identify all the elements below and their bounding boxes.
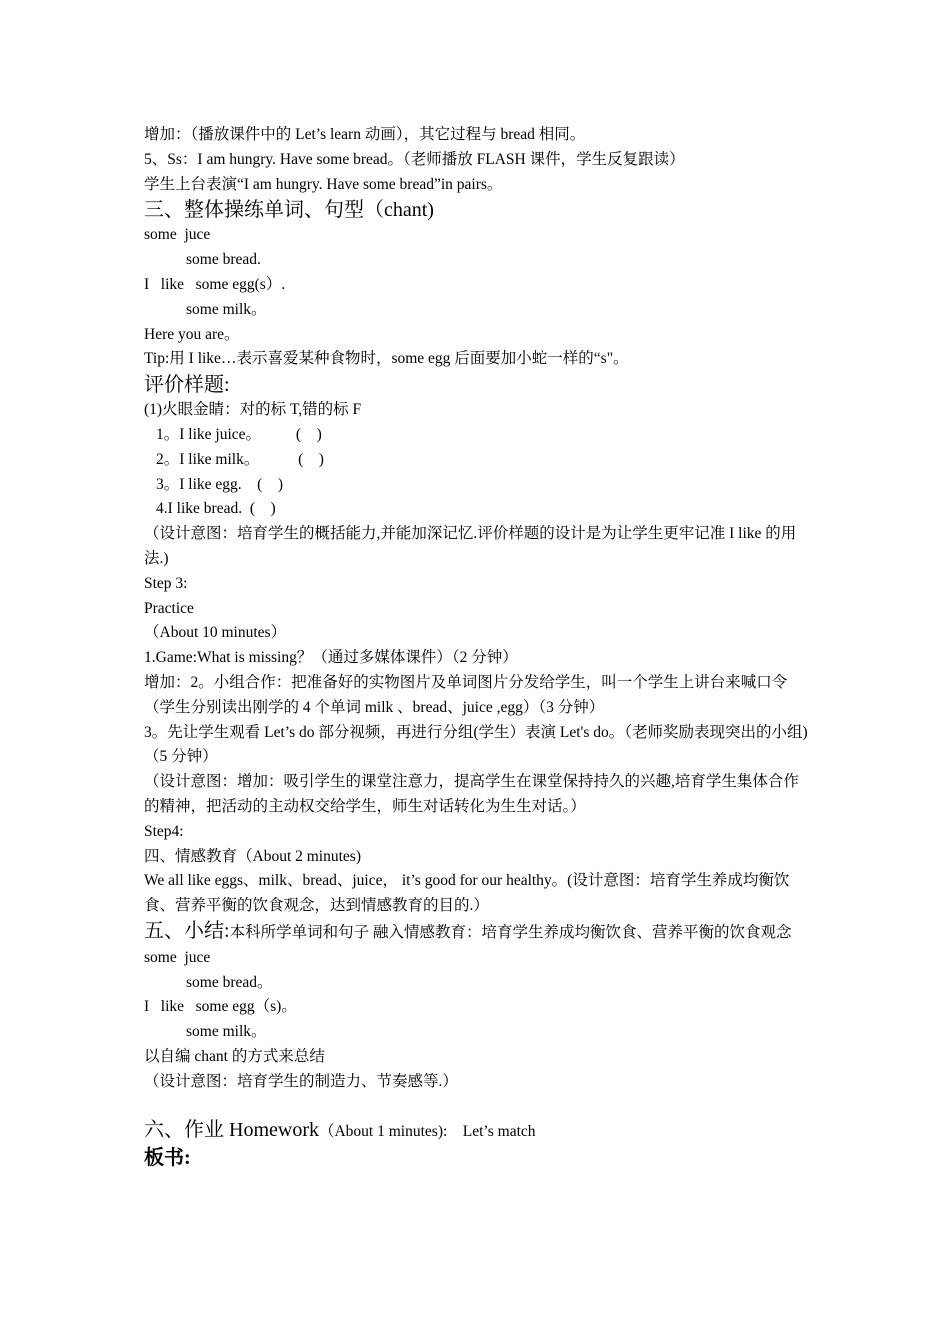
paragraph: We all like eggs、milk、bread、juice， it’s good for our healthy。(设计意图：培育学生养成均衡饮食、营养平衡的饮食观念，达到情感教育的目的.） bbox=[144, 872, 790, 915]
exercise-item: 4.I like bread. ( ) bbox=[156, 500, 276, 518]
text-line: 1.Game:What is missing？（通过多媒体课件）（2 分钟） bbox=[144, 649, 518, 667]
chant-line: I like some egg(s）. bbox=[144, 275, 286, 293]
exercise-instruction: (1)火眼金睛：对的标 T,错的标 F bbox=[144, 401, 362, 419]
text-line: （5 分钟） bbox=[144, 748, 218, 766]
summary-text: 本科所学单词和句子 融入情感教育：培育学生养成均衡饮食、营养平衡的饮食观念 bbox=[229, 923, 792, 941]
exercise-item: 2。I like milk。 ( ) bbox=[156, 450, 324, 468]
chant-line: some bread。 bbox=[186, 973, 273, 991]
chant-line: some juce bbox=[144, 948, 211, 966]
step-label: Step4: bbox=[144, 822, 184, 840]
exercise-item: 1。I like juice。 ( ) bbox=[156, 425, 322, 443]
document-page bbox=[144, 123, 810, 1171]
tip-line: Tip:用 I like…表示喜爱某种食物时，some egg 后面要加小蛇一样的“s"。 bbox=[144, 350, 629, 368]
summary-heading bbox=[144, 919, 810, 946]
step-label: Step 3: bbox=[144, 574, 188, 592]
homework-title: 六、作业 Homework bbox=[144, 1119, 319, 1142]
chant-line: some milk。 bbox=[186, 1023, 267, 1041]
design-intent-paragraph: （设计意图：培育学生的概括能力,并能加深记忆.评价样题的设计是为让学生更牢记准 I like 的用法.) bbox=[144, 525, 797, 567]
chant-line: I like some egg（s)。 bbox=[144, 998, 297, 1016]
text-line: Here you are。 bbox=[144, 325, 240, 343]
text-line: 增加：（播放课件中的 Let’s learn 动画），其它过程与 bread 相同。 bbox=[144, 126, 586, 143]
text-line: 四、情感教育（About 2 minutes) bbox=[144, 847, 361, 865]
paragraph: 3。先让学生观看 Let’s do 部分视频，再进行分组(学生）表演 Let's do。（老师奖励表现突出的小组) bbox=[144, 723, 808, 741]
chant-line: some juce bbox=[144, 226, 211, 244]
text-line: Practice bbox=[144, 599, 194, 617]
chant-line: some milk。 bbox=[186, 300, 267, 318]
paragraph: 增加：2。小组合作：把准备好的实物图片及单词图片分发给学生，叫一个学生上讲台来喊口令（学生分别读出刚学的 4 个单词 milk 、bread、juice ,egg）（3 分钟） bbox=[144, 673, 788, 716]
text-line: （About 10 minutes） bbox=[144, 624, 287, 642]
board-heading: 板书: bbox=[144, 1147, 191, 1170]
homework-heading bbox=[144, 1118, 810, 1145]
section-heading: 三、整体操练单词、句型（chant) bbox=[144, 199, 434, 222]
chant-line: some bread. bbox=[186, 251, 261, 269]
section-heading: 评价样题: bbox=[144, 374, 230, 397]
homework-text: （About 1 minutes): Let’s match bbox=[318, 1123, 536, 1141]
summary-title: 五、小结: bbox=[144, 919, 230, 942]
design-intent-paragraph: （设计意图：增加：吸引学生的课堂注意力，提高学生在课堂保持持久的兴趣,培育学生集体合作的精神，把活动的主动权交给学生，师生对话转化为生生对话。） bbox=[144, 773, 799, 815]
text-line: 以自编 chant 的方式来总结 bbox=[144, 1047, 325, 1065]
text-line: 学生上台表演“I am hungry. Have some bread”in pairs。 bbox=[144, 175, 503, 193]
text-line: 5、Ss：I am hungry. Have some bread。（老师播放 FLASH 课件，学生反复跟读） bbox=[144, 150, 685, 168]
exercise-item: 3。I like egg. ( ) bbox=[156, 475, 283, 493]
blank-line bbox=[144, 1094, 810, 1118]
text-line: （设计意图：培育学生的制造力、节奏感等.） bbox=[144, 1072, 458, 1090]
